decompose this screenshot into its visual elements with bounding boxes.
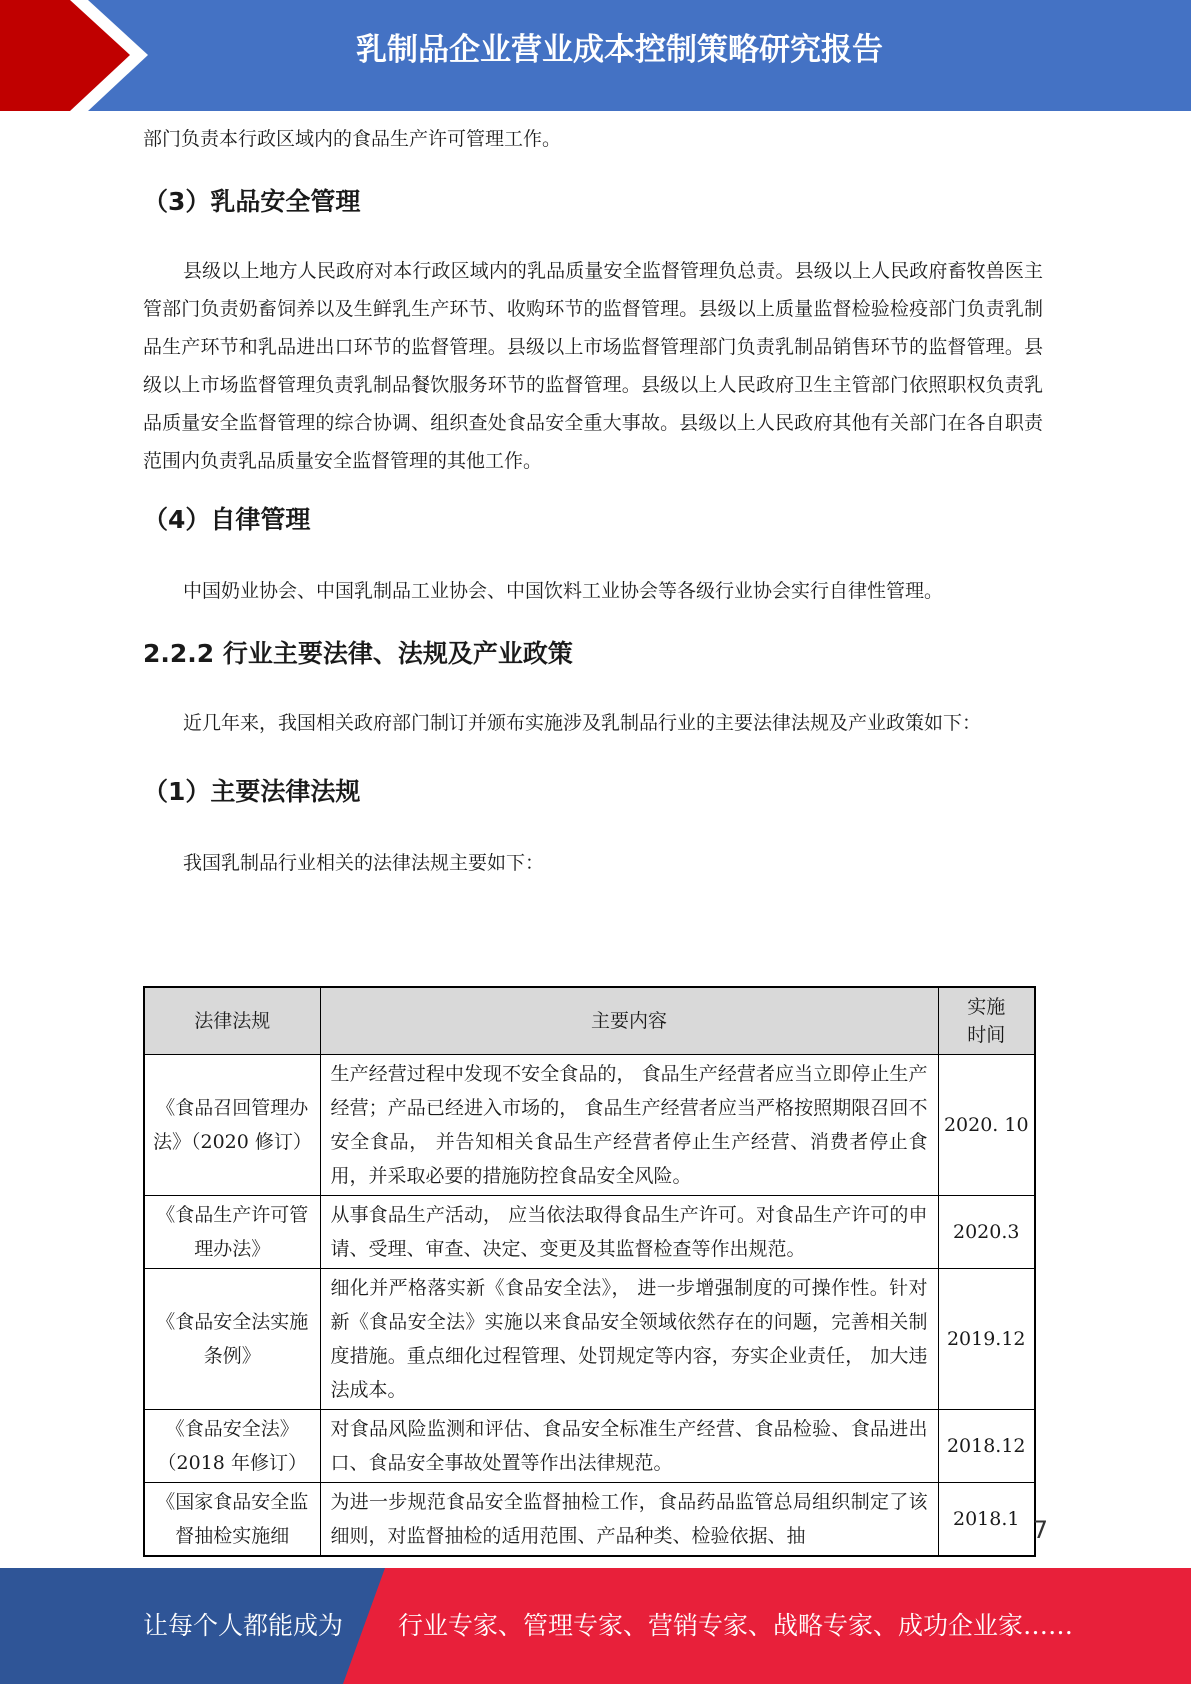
column-header-law: 法律法规 — [144, 987, 320, 1055]
column-header-date: 实施时间 — [938, 987, 1035, 1055]
column-header-content: 主要内容 — [320, 987, 938, 1055]
law-name: 《食品安全法实施条例》 — [144, 1269, 320, 1410]
heading-main-laws: （1）主要法律法规 — [143, 777, 361, 806]
footer-slogan-left: 让每个人都能成为 — [143, 1611, 344, 1640]
law-date: 2018.1 — [938, 1483, 1035, 1557]
page-footer — [0, 1568, 1191, 1684]
law-content: 对食品风险监测和评估、食品安全标准生产经营、食品检验、食品进出口、食品安全事故处置等作出法律规范。 — [320, 1410, 938, 1483]
laws-table — [143, 986, 1036, 1557]
law-name: 《食品生产许可管理办法》 — [144, 1196, 320, 1269]
table-row — [144, 1483, 1035, 1557]
law-name: 《国家食品安全监督抽检实施细 — [144, 1483, 320, 1557]
paragraph-laws-intro: 近几年来，我国相关政府部门制订并颁布实施涉及乳制品行业的主要法律法规及产业政策如下： — [183, 712, 982, 734]
report-title: 乳制品企业营业成本控制策略研究报告 — [356, 32, 883, 68]
law-content: 从事食品生产活动， 应当依法取得食品生产许可。对食品生产许可的申请、受理、审查、决定、变更及其监督检查等作出规范。 — [320, 1196, 938, 1269]
law-name: 《食品安全法》（2018 年修订） — [144, 1410, 320, 1483]
law-content: 细化并严格落实新《食品安全法》， 进一步增强制度的可操作性。针对新《食品安全法》实施以来食品安全领域依然存在的问题，完善相关制度措施。重点细化过程管理、处罚规定等内容，夯实企业责任， 加大违法成本。 — [320, 1269, 938, 1410]
table-row — [144, 1410, 1035, 1483]
table-row — [144, 1269, 1035, 1410]
heading-self-regulation: （4）自律管理 — [143, 505, 311, 534]
law-date: 2019.12 — [938, 1269, 1035, 1410]
law-content: 为进一步规范食品安全监督抽检工作，食品药品监管总局组织制定了该细则，对监督抽检的适用范围、产品种类、检验依据、抽 — [320, 1483, 938, 1557]
table-row — [144, 1196, 1035, 1269]
heading-dairy-safety-management: （3）乳品安全管理 — [143, 187, 361, 216]
law-date: 2020.3 — [938, 1196, 1035, 1269]
law-name: 《食品召回管理办法》（2020 修订） — [144, 1055, 320, 1196]
table-header-row — [144, 987, 1035, 1055]
page-header — [0, 0, 1191, 111]
page-number: 7 — [1032, 1516, 1048, 1544]
table-row — [144, 1055, 1035, 1196]
document-body — [143, 120, 1043, 882]
paragraph-dairy-safety: 县级以上地方人民政府对本行政区域内的乳品质量安全监督管理负总责。县级以上人民政府畜牧兽医主管部门负责奶畜饲养以及生鲜乳生产环节、收购环节的监督管理。县级以上质量监督检验检疫部门负责乳制品生产环节和乳品进出口环节的监督管理。县级以上市场监督管理部门负责乳制品销售环节的监督管理。县级以上市场监督管理负责乳制品餐饮服务环节的监督管理。县级以上人民政府卫生主管部门依照职权负责乳品质量安全监督管理的综合协调、组织查处食品安全重大事故。县级以上人民政府其他有关部门在各自职责范围内负责乳品质量安全监督管理的其他工作。 — [143, 260, 1043, 472]
paragraph-self-regulation: 中国奶业协会、中国乳制品工业协会、中国饮料工业协会等各级行业协会实行自律性管理。 — [183, 580, 944, 602]
footer-slogan-right: 行业专家、管理专家、营销专家、战略专家、成功企业家…… — [398, 1611, 1074, 1640]
law-date: 2020. 10 — [938, 1055, 1035, 1196]
paragraph-continuation: 部门负责本行政区域内的食品生产许可管理工作。 — [143, 128, 562, 150]
paragraph-table-intro: 我国乳制品行业相关的法律法规主要如下： — [183, 852, 545, 874]
law-date: 2018.12 — [938, 1410, 1035, 1483]
section-heading-laws-policies: 2.2.2 行业主要法律、法规及产业政策 — [143, 639, 573, 668]
law-content: 生产经营过程中发现不安全食品的， 食品生产经营者应当立即停止生产经营；产品已经进入市场的， 食品生产经营者应当严格按照期限召回不安全食品， 并告知相关食品生产经营者停止生产经营、消费者停止食用，并采取必要的措施防控食品安全风险。 — [320, 1055, 938, 1196]
